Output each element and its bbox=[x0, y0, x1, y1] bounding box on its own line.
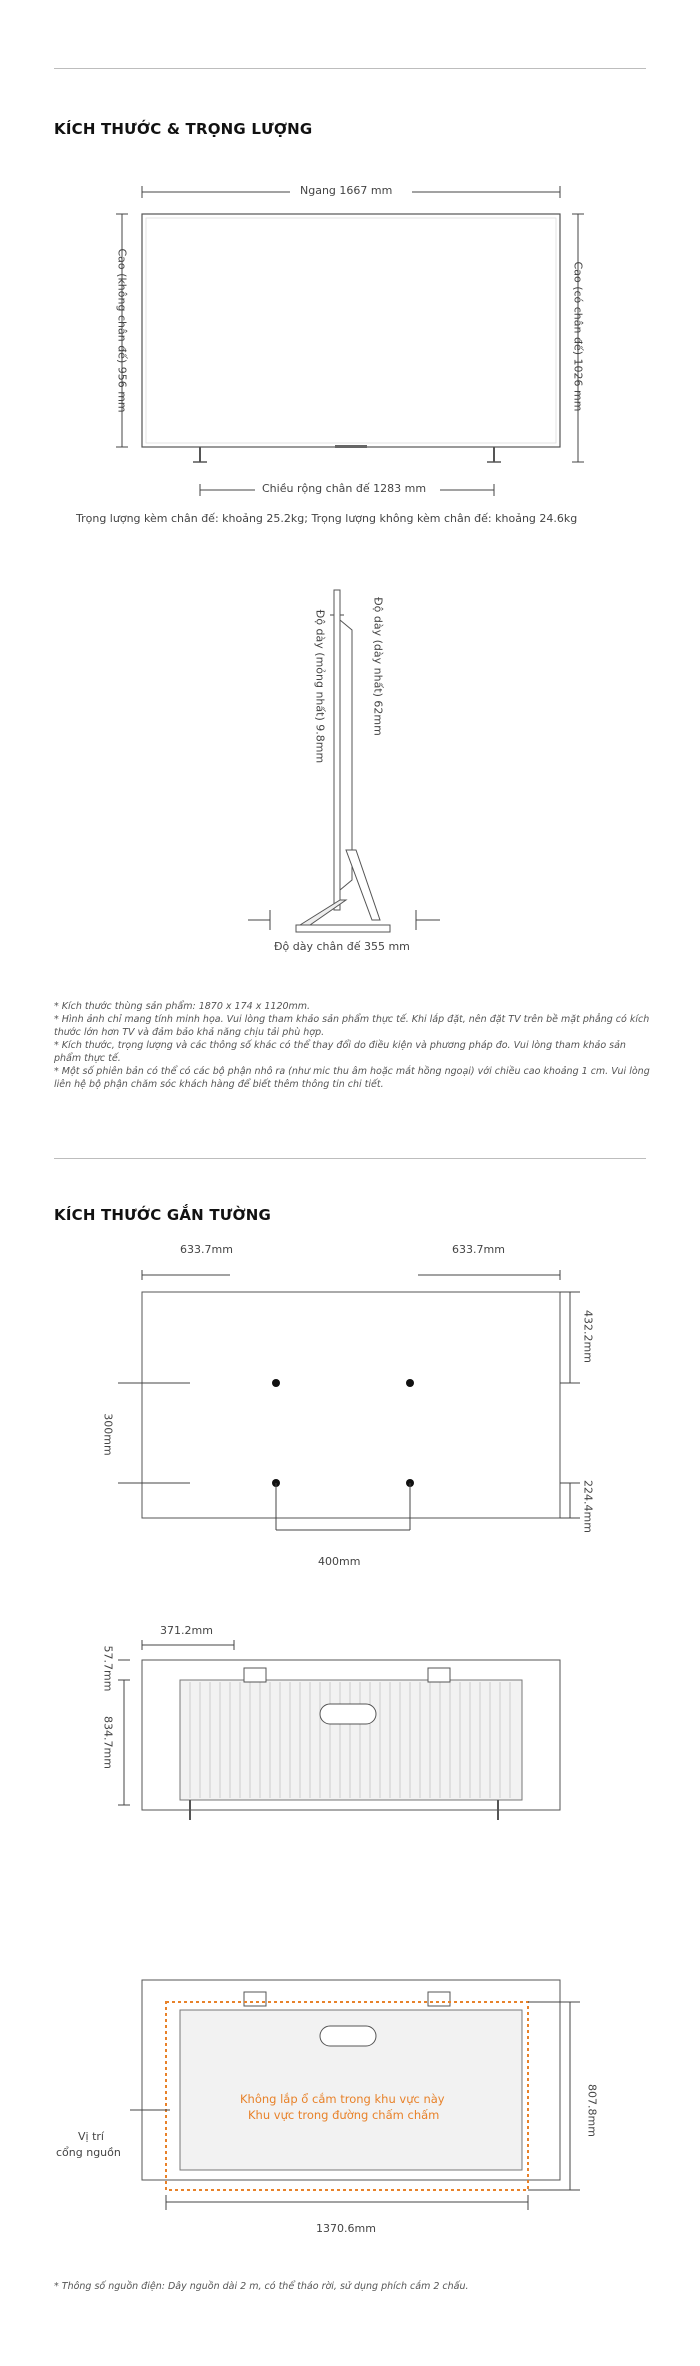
no-socket-warning-1: Không lắp ổ cắm trong khu vực này bbox=[240, 2092, 445, 2106]
stand-depth-label: Độ dày chân đế 355 mm bbox=[274, 940, 410, 953]
power-position-label-1: Vị trí bbox=[78, 2130, 104, 2143]
weight-label: Trọng lượng kèm chân đế: khoảng 25.2kg; Trọng lượng không kèm chân đế: khoảng 24.6kg bbox=[76, 512, 578, 525]
no-socket-warning-2: Khu vực trong đường chấm chấm bbox=[248, 2108, 440, 2122]
note-2: * Hình ảnh chỉ mang tính minh họa. Vui lòng tham khảo sản phẩm thực tế. Khi lắp đặt, nên đặt TV trên bề mặt phẳng có kích thước lớn hơn TV và đảm bảo khả năng chịu tải phù hợp. bbox=[54, 1014, 650, 1038]
vesa-vertical-label: 300mm bbox=[101, 1413, 115, 1456]
vesa-diagram bbox=[0, 1230, 700, 1570]
note-4: * Một số phiên bản có thể có các bộ phận nhô ra (như mic thu âm hoặc mắt hồng ngoại) với chiều cao khoảng 1 cm. Vui lòng liên hệ bộ phận chăm sóc khách hàng để biết thêm thông tin chi tiết. bbox=[54, 1066, 650, 1090]
section-title-dimensions: KÍCH THƯỚC & TRỌNG LƯỢNG bbox=[54, 120, 313, 138]
note-3: * Kích thước, trọng lượng và các thông số khác có thể thay đổi do điều kiện và phương pháp đo. Vui lòng tham khảo sản phẩm thực tế. bbox=[54, 1040, 626, 1064]
tv-side-diagram bbox=[0, 580, 700, 980]
left-offset-label: 633.7mm bbox=[180, 1243, 233, 1256]
zone-height-label: 807.8mm bbox=[585, 2084, 599, 2137]
tv-front-diagram bbox=[0, 0, 700, 520]
width-label: Ngang 1667 mm bbox=[300, 184, 393, 197]
section-title-wall-mount: KÍCH THƯỚC GẮN TƯỜNG bbox=[54, 1206, 272, 1224]
vesa-horizontal-label: 400mm bbox=[318, 1555, 361, 1568]
middle-divider bbox=[54, 1158, 646, 1159]
zone-width-label: 1370.6mm bbox=[316, 2222, 376, 2235]
right-offset-label: 633.7mm bbox=[452, 1243, 505, 1256]
height-no-stand-label: Cao (không chân đế) 956 mm bbox=[115, 248, 129, 413]
thickest-label: Độ dày (dày nhất) 62mm bbox=[371, 597, 385, 736]
thinnest-label: Độ dày (mỏng nhất) 9.8mm bbox=[313, 609, 327, 764]
bottom-offset-label: 224.4mm bbox=[581, 1480, 595, 1533]
stand-width-label: Chiều rộng chân đế 1283 mm bbox=[262, 482, 427, 495]
dimension-notes bbox=[54, 1000, 654, 1091]
height-span-label: 834.7mm bbox=[101, 1716, 115, 1769]
power-note: * Thông số nguồn điện: Dây nguồn dài 2 m, có thể tháo rời, sử dụng phích cắm 2 chấu. bbox=[54, 2281, 469, 2292]
note-1: * Kích thước thùng sản phẩm: 1870 x 174 x 1120mm. bbox=[54, 1001, 311, 1012]
top-gap-label: 57.7mm bbox=[101, 1645, 115, 1692]
top-offset-label: 432.2mm bbox=[581, 1310, 595, 1363]
power-position-label-2: cổng nguồn bbox=[56, 2146, 121, 2159]
height-with-stand-label: Cao (có chân đế) 1026 mm bbox=[571, 261, 585, 412]
side-offset-label: 371.2mm bbox=[160, 1624, 213, 1637]
